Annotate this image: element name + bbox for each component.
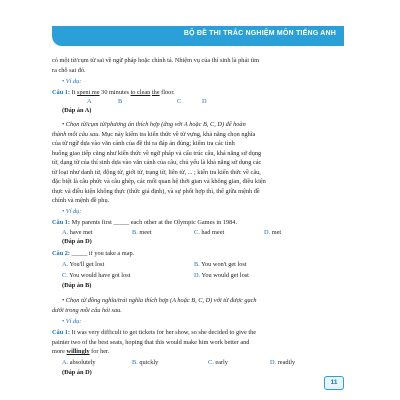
question-4-line-3 xyxy=(52,347,109,356)
header-title: BỘ ĐỀ THI TRẮC NGHIỆM MÔN TIẾNG ANH xyxy=(183,30,336,37)
section-2-line-4: huống giao tiếp cũng như kiến thức về ngữ pháp và cấu trúc câu, khả năng sử dụng xyxy=(52,149,262,157)
question-1 xyxy=(52,88,175,97)
option-letter: D. xyxy=(270,359,277,366)
option-b xyxy=(194,260,247,269)
option-letter: B. xyxy=(194,261,200,268)
option-text: had meet xyxy=(199,229,225,236)
option-d xyxy=(264,228,281,237)
option-b xyxy=(132,358,158,367)
section-2-text: Mục này kiểm tra kiến thức về từ vựng, khả năng chọn nghĩa xyxy=(99,130,256,138)
example-label: • Ví dụ: xyxy=(62,208,82,215)
question-text: for her. xyxy=(89,348,110,355)
marker-a: A xyxy=(87,98,92,105)
section-2-lead: thành mỗi câu sau. xyxy=(52,130,100,138)
section-2-line-5: từ, dạng từ của thí sinh dựa vào văn cảnh của câu, chủ yếu là khả năng sử dụng các xyxy=(52,159,262,166)
marker-c: C xyxy=(177,98,182,105)
option-letter: C. xyxy=(62,272,68,279)
question-4-line-2: painter two of the best seats, hoping that this would make him work better and xyxy=(52,338,250,346)
question-text: _____ if you take a map. xyxy=(70,250,135,257)
question-text: more xyxy=(52,348,67,355)
option-letter: A. xyxy=(62,359,69,366)
example-label: • Ví dụ: xyxy=(62,318,82,325)
option-d xyxy=(194,271,249,280)
question-text: floor. xyxy=(159,89,175,96)
question-text: It was very difficult to get tickets for her show, so she decided to give the xyxy=(70,329,257,336)
option-d xyxy=(270,358,295,367)
question-3 xyxy=(52,249,134,258)
underlined-segment-c: the xyxy=(151,89,160,96)
option-letter: A. xyxy=(62,261,69,268)
option-text: You would get lost xyxy=(200,272,249,279)
book-page xyxy=(52,26,344,392)
section-2-line-3: của từ ngữ dựa vào văn cảnh của đề thi ra đáp án đúng; kiểm tra các tình xyxy=(52,140,235,147)
option-text: early xyxy=(213,359,228,366)
answer-key: (Đáp án D) xyxy=(62,238,92,245)
option-c xyxy=(208,358,228,367)
option-a xyxy=(62,260,104,269)
example-label: • Ví dụ: xyxy=(62,78,82,85)
question-number: Câu 1: xyxy=(52,329,71,336)
question-number: Câu 1: xyxy=(52,219,71,226)
option-text: You'll get lost xyxy=(68,261,105,268)
section-2-line-7: đặc biệt là câu phức và câu ghép, các mối quan hệ thời gian và không gian, điều kiện xyxy=(52,178,266,185)
section-2-line-2 xyxy=(52,130,255,139)
option-letter: D. xyxy=(194,272,201,279)
section-2-line-6: từ loại như danh từ, động từ, giới từ, trạng từ, liên từ, ... ; kiến tra kiến thức về câu, xyxy=(52,168,261,176)
section-3-line-2: dưới trong mỗi câu hỏi sau. xyxy=(52,306,122,314)
section-2-line-9: chính và mệnh đề phụ. xyxy=(52,197,110,204)
section-2-line-8: thực và điều kiện không thực (thức giả định), và sự phối hợp thì, thể giữa mệnh đề xyxy=(52,187,260,195)
section-2-line-1: • Chọn từ/cụm từ/phương án thích hợp (ứng với A hoặc B, C, D) để hoàn xyxy=(62,121,246,128)
underlined-segment-b: to clean xyxy=(130,89,151,96)
option-text: met xyxy=(270,229,282,236)
answer-key: (Đáp án D) xyxy=(62,369,92,376)
question-text: My parents first _____ each other at the Olympic Games in 1984. xyxy=(70,219,238,226)
question-text: 30 minutes xyxy=(99,89,131,96)
header-band xyxy=(52,26,344,46)
answer-key: (Đáp án A) xyxy=(62,107,92,114)
question-2 xyxy=(52,218,237,227)
option-text: quickly xyxy=(137,359,159,366)
marker-b: B xyxy=(118,98,123,105)
option-c xyxy=(62,271,130,280)
option-text: You would have got lost xyxy=(67,272,131,279)
page-number: 11 xyxy=(324,376,344,390)
marker-d: D xyxy=(202,98,207,105)
answer-key: (Đáp án B) xyxy=(62,282,92,289)
option-letter: A. xyxy=(62,229,69,236)
option-a xyxy=(62,358,96,367)
underlined-word: willingly xyxy=(66,348,90,355)
intro-line-1: có một từ/cụm từ sai về ngữ pháp hoặc chính tả. Nhiệm vụ của thí sinh là phải tìm xyxy=(52,57,259,64)
option-letter: C. xyxy=(194,229,200,236)
option-b xyxy=(132,228,152,237)
option-a xyxy=(62,228,93,237)
underlined-segment-a: spent me xyxy=(77,89,100,96)
option-letter: D. xyxy=(264,229,271,236)
question-4 xyxy=(52,328,256,337)
option-text: You won't get lost xyxy=(199,261,247,268)
option-letter: B. xyxy=(132,229,138,236)
question-number: Câu 2: xyxy=(52,250,71,257)
option-c xyxy=(194,228,224,237)
section-3-line-1: • Chọn từ đồng nghĩa/trái nghĩa thích hợp (A hoặc B, C, D) với từ được gạch xyxy=(62,297,257,304)
option-text: have met xyxy=(68,229,93,236)
question-text: It xyxy=(70,89,78,96)
question-number: Câu 1: xyxy=(52,89,71,96)
option-text: meet xyxy=(137,229,152,236)
option-letter: B. xyxy=(132,359,138,366)
option-letter: C. xyxy=(208,359,214,366)
intro-line-2: ra chỗ sai đó. xyxy=(52,66,86,74)
option-text: absolutely xyxy=(68,359,96,366)
option-text: readily xyxy=(276,359,296,366)
